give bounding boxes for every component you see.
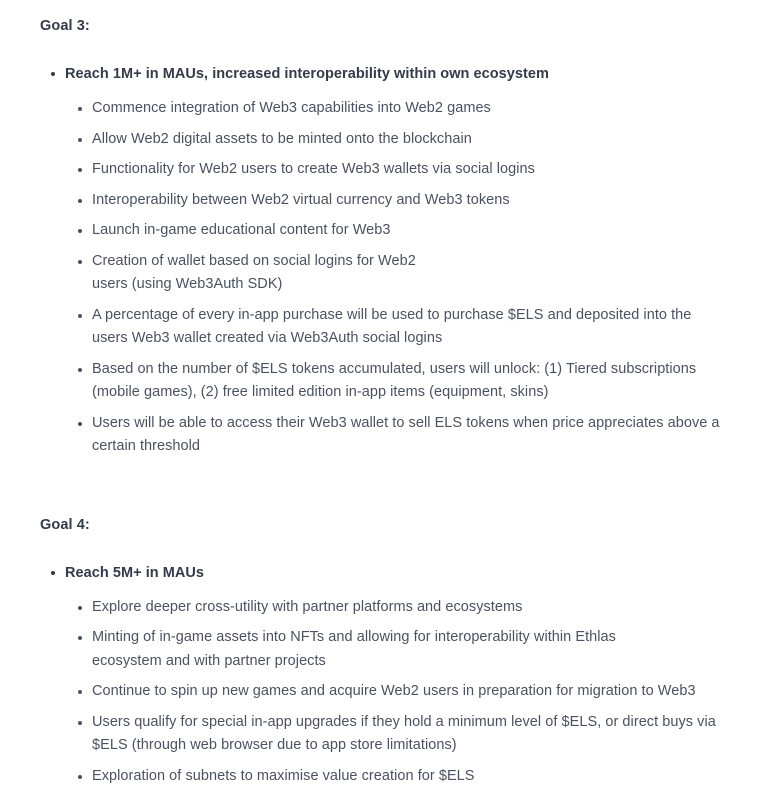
primary-item-spacer xyxy=(0,84,770,97)
list-item xyxy=(0,711,770,758)
goal-4-section xyxy=(0,517,770,789)
list-item-label: Minting of in-game assets into NFTs and allowing for interoperability within Ethlas ecosystem and with partner projects xyxy=(92,629,616,669)
item-spacer xyxy=(0,121,770,128)
list-item xyxy=(0,158,770,182)
item-spacer xyxy=(0,405,770,412)
item-spacer xyxy=(0,758,770,765)
bullet-icon xyxy=(78,368,82,372)
list-item xyxy=(0,304,770,351)
item-spacer xyxy=(0,212,770,219)
goal-4-primary-list xyxy=(0,563,770,583)
list-item xyxy=(0,563,770,583)
list-item-label: Users will be able to access their Web3 wallet to sell ELS tokens when price appreciates above a certain threshold xyxy=(92,414,720,454)
list-item-label: Exploration of subnets to maximise value creation for $ELS xyxy=(92,767,475,784)
item-spacer xyxy=(0,297,770,304)
list-item-label: Continue to spin up new games and acquire Web2 users in preparation for migration to Web3 xyxy=(92,683,696,699)
bullet-icon xyxy=(78,107,82,111)
list-item-label: Interoperability between Web2 virtual currency and Web3 tokens xyxy=(92,191,510,208)
list-item xyxy=(0,189,770,213)
bullet-icon xyxy=(78,422,82,426)
list-item-label: Explore deeper cross-utility with partner platforms and ecosystems xyxy=(92,598,523,615)
item-spacer xyxy=(0,182,770,189)
list-item-label: Launch in-game educational content for Web3 xyxy=(92,222,391,238)
list-item xyxy=(0,412,770,459)
bullet-icon xyxy=(78,606,82,610)
list-item-label: Functionality for Web2 users to create Web3 wallets via social logins xyxy=(92,161,535,177)
goal-4-sub-list xyxy=(0,596,770,789)
item-spacer xyxy=(0,673,770,680)
item-spacer xyxy=(0,619,770,626)
bullet-icon xyxy=(78,721,82,725)
bullet-icon xyxy=(78,636,82,640)
primary-item-spacer xyxy=(0,583,770,596)
list-item-label: Based on the number of $ELS tokens accumulated, users will unlock: (1) Tiered subscriptions (mobile games), (2) free limited edition in-app items (equipment, skins) xyxy=(92,360,697,400)
goal-4-primary-item-label: Reach 5M+ in MAUs xyxy=(65,564,205,581)
list-item xyxy=(0,219,770,243)
bullet-icon xyxy=(78,138,82,142)
list-item xyxy=(0,680,770,704)
bullet-icon xyxy=(51,571,55,575)
list-item xyxy=(0,765,770,789)
goal-3-primary-item-label: Reach 1M+ in MAUs, increased interoperability within own ecosystem xyxy=(65,66,549,82)
bullet-icon xyxy=(78,314,82,318)
list-item xyxy=(0,250,770,297)
list-item-label: Creation of wallet based on social logins for Web2 users (using Web3Auth SDK) xyxy=(92,252,416,292)
goal-4-heading: Goal 4: xyxy=(40,516,90,533)
bullet-icon xyxy=(78,775,82,779)
list-item xyxy=(0,64,770,84)
goal-3-sub-list xyxy=(0,97,770,459)
list-item xyxy=(0,128,770,152)
list-item-label: Commence integration of Web3 capabilities into Web2 games xyxy=(92,100,491,116)
item-spacer xyxy=(0,704,770,711)
bullet-icon xyxy=(51,72,55,76)
goal-3-heading: Goal 3: xyxy=(40,18,90,34)
heading-spacer xyxy=(0,34,770,64)
list-item xyxy=(0,97,770,121)
goal-3-primary-list xyxy=(0,64,770,84)
bullet-icon xyxy=(78,199,82,203)
list-item xyxy=(0,358,770,405)
section-gap-spacer xyxy=(0,459,770,517)
heading-spacer xyxy=(0,533,770,563)
bullet-icon xyxy=(78,229,82,233)
bullet-icon xyxy=(78,168,82,172)
bullet-icon xyxy=(78,690,82,694)
bullet-icon xyxy=(78,260,82,264)
top-spacer xyxy=(0,0,770,18)
list-item-label: A percentage of every in-app purchase will be used to purchase $ELS and deposited into the users Web3 wallet created via Web3Auth social logins xyxy=(92,306,692,346)
item-spacer xyxy=(0,351,770,358)
list-item xyxy=(0,596,770,620)
list-item-label: Users qualify for special in-app upgrades if they hold a minimum level of $ELS, or direct buys via $ELS (through web browser due to app store limitations) xyxy=(92,713,716,753)
list-item xyxy=(0,626,770,673)
item-spacer xyxy=(0,151,770,158)
item-spacer xyxy=(0,243,770,250)
list-item-label: Allow Web2 digital assets to be minted onto the blockchain xyxy=(92,130,472,147)
